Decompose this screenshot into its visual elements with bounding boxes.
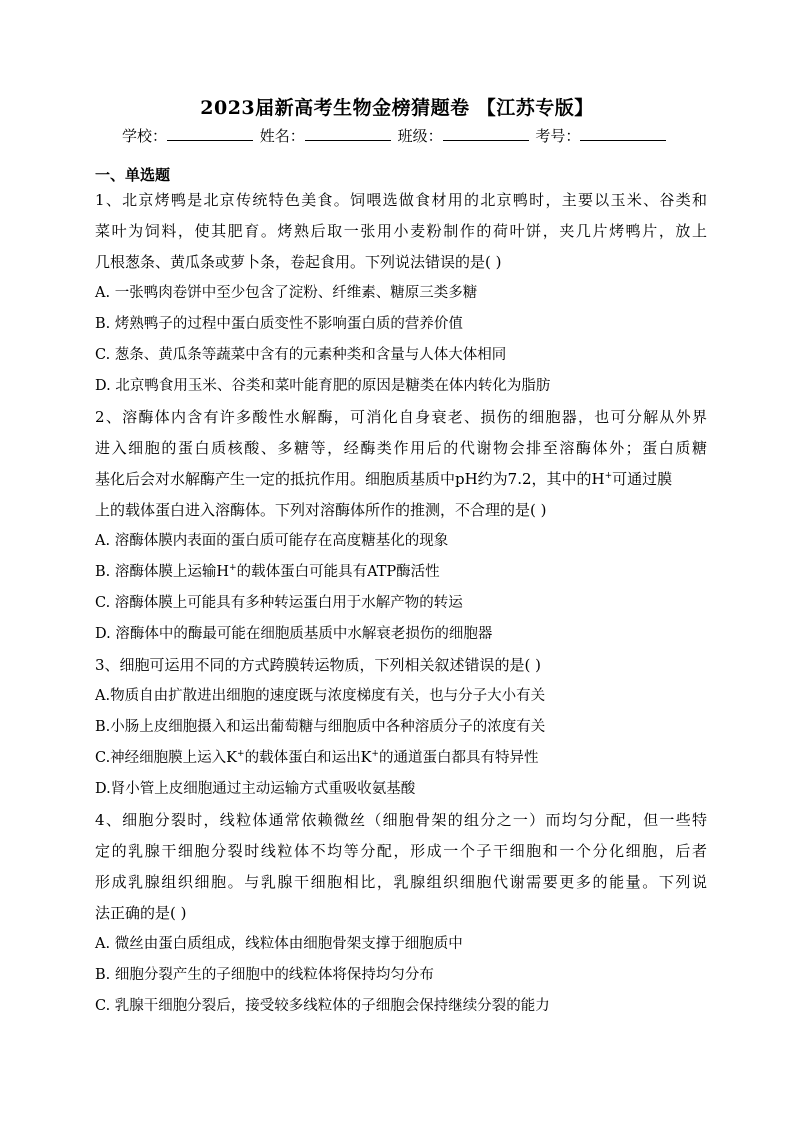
question-2 — [95, 402, 707, 650]
question-2-line-3 — [95, 464, 707, 495]
class-label: 班级： — [397, 127, 443, 145]
question-1-option-a[interactable]: A. 一张鸭肉卷饼中至少包含了淀粉、纤维素、糖原三类多糖 — [95, 285, 478, 301]
question-3-option-b[interactable]: B.小肠上皮细胞摄入和运出葡萄糖与细胞质中各种溶质分子的浓度有关 — [95, 719, 546, 735]
question-4-option-c[interactable]: C. 乳腺干细胞分裂后，接受较多线粒体的子细胞会保持继续分裂的能力 — [95, 998, 550, 1014]
question-3-option-c-text: C.神经细胞膜上运入K — [95, 750, 238, 766]
question-4-line-1: 4、细胞分裂时，线粒体通常依赖微丝（细胞骨架的组分之一）而均匀分配，但一些特 — [95, 811, 707, 829]
class-blank[interactable] — [443, 126, 529, 141]
question-2-line-3-text: 基化后会对水解酶产生一定的抵抗作用。细胞质基质中pH约为7.2，其中的H — [95, 470, 605, 488]
potassium-ion-charge-2: + — [371, 749, 379, 759]
student-info-row — [122, 124, 668, 148]
potassium-ion-charge-1: + — [237, 749, 245, 759]
question-1 — [95, 185, 707, 402]
exam-number-blank[interactable] — [580, 126, 666, 141]
question-2-option-b[interactable] — [95, 557, 707, 588]
question-2-line-2: 进入细胞的蛋白质核酸、多糖等，经酶类作用后的代谢物会排至溶酶体外；蛋白质糖 — [95, 439, 707, 457]
question-1-option-c[interactable]: C. 葱条、黄瓜条等蔬菜中含有的元素种类和含量与人体大体相同 — [95, 347, 507, 363]
question-3-option-c[interactable] — [95, 743, 707, 774]
question-3-line-1: 3、细胞可运用不同的方式跨膜转运物质，下列相关叙述错误的是( ) — [95, 656, 542, 674]
question-2-option-d[interactable]: D. 溶酶体中的酶最可能在细胞质基质中水解衰老损伤的细胞器 — [95, 626, 493, 642]
exam-number-label: 考号： — [535, 127, 581, 145]
question-1-option-d[interactable]: D. 北京鸭食用玉米、谷类和菜叶能育肥的原因是糖类在体内转化为脂肪 — [95, 378, 551, 394]
section-heading: 一、单选题 — [95, 166, 171, 184]
question-4-line-4: 法正确的是( ) — [95, 904, 187, 922]
question-1-line-3: 几根葱条、黄瓜条或萝卜条，卷起食用。下列说法错误的是( ) — [95, 253, 502, 271]
school-blank[interactable] — [167, 126, 253, 141]
question-1-line-1: 1、北京烤鸭是北京传统特色美食。饲喂选做食材用的北京鸭时，主要以玉米、谷类和 — [95, 191, 707, 209]
question-4-line-2: 定的乳腺干细胞分裂时线粒体不均等分配，形成一个子干细胞和一个分化细胞，后者 — [95, 842, 707, 860]
exam-title: 2023届新高考生物金榜猜题卷 【江苏专版】 — [200, 97, 594, 119]
question-2-option-b-text: B. 溶酶体膜上运输H — [95, 564, 230, 580]
hydrogen-ion-charge-b: + — [229, 563, 237, 573]
question-4-line-3: 形成乳腺组织细胞。与乳腺干细胞相比，乳腺组织细胞代谢需要更多的能量。下列说 — [95, 873, 707, 891]
name-blank[interactable] — [305, 126, 391, 141]
question-4 — [95, 805, 707, 1022]
hydrogen-ion-charge: + — [604, 471, 613, 481]
question-2-line-4: 上的载体蛋白进入溶酶体。下列对溶酶体所作的推测，不合理的是( ) — [95, 501, 547, 519]
question-2-option-c[interactable]: C. 溶酶体膜上可能具有多种转运蛋白用于水解产物的转运 — [95, 595, 463, 611]
question-2-line-3-tail: 可通过膜 — [612, 470, 673, 488]
name-label: 姓名： — [259, 127, 305, 145]
question-4-option-a[interactable]: A. 微丝由蛋白质组成，线粒体由细胞骨架支撑于细胞质中 — [95, 936, 463, 952]
question-2-option-b-tail: 的载体蛋白可能具有ATP酶活性 — [236, 564, 440, 580]
school-label: 学校： — [122, 127, 168, 145]
question-3-option-a[interactable]: A.物质自由扩散进出细胞的速度既与浓度梯度有关，也与分子大小有关 — [95, 688, 546, 704]
question-3 — [95, 650, 707, 805]
questions-content — [95, 185, 707, 1022]
question-3-option-c-tail: 的通道蛋白都具有特异性 — [378, 750, 539, 766]
question-4-option-b[interactable]: B. 细胞分裂产生的子细胞中的线粒体将保持均匀分布 — [95, 967, 434, 983]
question-2-line-1: 2、溶酶体内含有许多酸性水解酶，可消化自身衰老、损伤的细胞器，也可分解从外界 — [95, 408, 707, 426]
question-1-option-b[interactable]: B. 烤熟鸭子的过程中蛋白质变性不影响蛋白质的营养价值 — [95, 316, 463, 332]
question-3-option-c-mid: 的载体蛋白和运出K — [244, 750, 372, 766]
question-1-line-2: 菜叶为饲料，使其肥育。烤熟后取一张用小麦粉制作的荷叶饼，夹几片烤鸭片，放上 — [95, 222, 707, 240]
question-3-option-d[interactable]: D.肾小管上皮细胞通过主动运输方式重吸收氨基酸 — [95, 781, 416, 797]
question-2-option-a[interactable]: A. 溶酶体膜内表面的蛋白质可能存在高度糖基化的现象 — [95, 533, 449, 549]
